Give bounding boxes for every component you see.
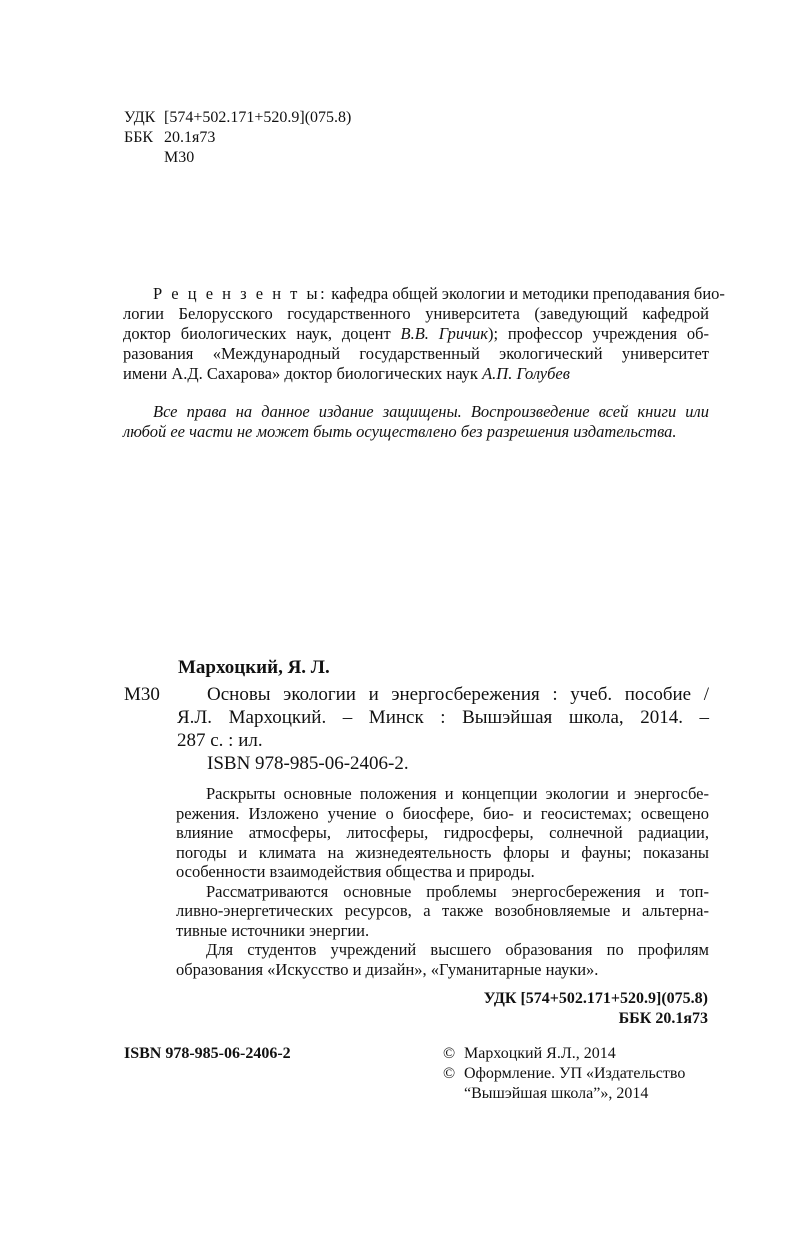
copyright-line: “Вышэйшая школа”», 2014: [464, 1085, 649, 1102]
bbk-value: 20.1я73: [164, 129, 216, 146]
footer-udk: УДК [574+502.171+520.9](075.8): [483, 990, 708, 1007]
reviewers-paragraph: [123, 284, 725, 384]
author-sign: М30: [164, 149, 195, 166]
bib-line: Основы экологии и энергосбережения : учеб. пособие /: [207, 684, 709, 705]
copyright-line: © Оформление. УП «Издательство: [443, 1065, 686, 1082]
annotation-line: ливно-энергетических ресурсов, а также возобновляемые и альтерна-: [176, 901, 709, 920]
reviewer-name: В.В. Гричик: [400, 324, 488, 343]
annotation-line: влияние атмосферы, литосферы, гидросферы, солнечной радиации,: [176, 823, 709, 842]
bibliographic-description: [177, 683, 709, 775]
udk-label: УДК: [124, 109, 156, 126]
annotation-line: тивные источники энергии.: [176, 920, 370, 940]
udk-value: [574+502.171+520.9](075.8): [164, 109, 352, 126]
bib-isbn: ISBN 978-985-06-2406-2.: [207, 753, 409, 774]
copyright-icon: ©: [443, 1045, 456, 1062]
rights-line: Все права на данное издание защищены. Воспроизведение всей книги или: [153, 402, 709, 421]
bib-line: Я.Л. Мархоцкий. – Минск : Вышэйшая школа, 2014. –: [177, 707, 709, 728]
catalog-author: Мархоцкий, Я. Л.: [178, 657, 330, 678]
bbk-line: [124, 128, 351, 148]
annotation: [176, 784, 709, 979]
copyright-icon: ©: [443, 1065, 456, 1082]
reviewers-label: Р е ц е н з е н т ы:: [153, 284, 328, 303]
classification-header: [124, 108, 351, 168]
copyright-line: © Мархоцкий Я.Л., 2014: [443, 1045, 616, 1062]
annotation-line: образования «Искусство и дизайн», «Гуманитарные науки».: [176, 959, 599, 979]
reviewer-name: А.П. Голубев: [482, 364, 570, 383]
udk-line: [124, 108, 351, 128]
annotation-line: Рассматриваются основные проблемы энергосбережения и топ-: [206, 881, 709, 901]
catalog-code: М30: [124, 684, 160, 705]
reviewers-line: разования «Международный государственный экологический университет: [123, 344, 709, 363]
reviewers-line: Р е ц е н з е н т ы: кафедра общей экологии и методики преподавания био-: [153, 284, 725, 303]
bbk-label: ББК: [124, 129, 154, 146]
footer-isbn: ISBN 978-985-06-2406-2: [124, 1045, 291, 1062]
rights-line: любой ее части не может быть осуществлено без разрешения издательства.: [123, 422, 677, 441]
reviewers-line: логии Белорусского государственного университета (заведующий кафедрой: [123, 304, 709, 323]
bib-line: 287 с. : ил.: [177, 730, 263, 751]
footer-classification: [484, 989, 708, 1029]
footer-bbk: ББК 20.1я73: [618, 1010, 708, 1027]
annotation-line: Раскрыты основные положения и концепции экологии и энергосбе-: [206, 784, 709, 803]
annotation-line: Для студентов учреждений высшего образования по профилям: [206, 940, 709, 959]
reviewers-line: доктор биологических наук, доцент В.В. Гричик); профессор учреждения об-: [123, 324, 709, 343]
reviewers-line: имени А.Д. Сахарова» доктор биологических наук А.П. Голубев: [123, 364, 570, 383]
annotation-line: погоды и климата на жизнедеятельность флоры и фауны; показаны: [176, 842, 709, 862]
copyright-block: [443, 1044, 685, 1104]
annotation-line: особенности взаимодействия общества и природы.: [176, 862, 535, 881]
annotation-line: режения. Изложено учение о биосфере, био- и геосистемах; освещено: [176, 803, 709, 823]
rights-notice: [123, 402, 709, 442]
